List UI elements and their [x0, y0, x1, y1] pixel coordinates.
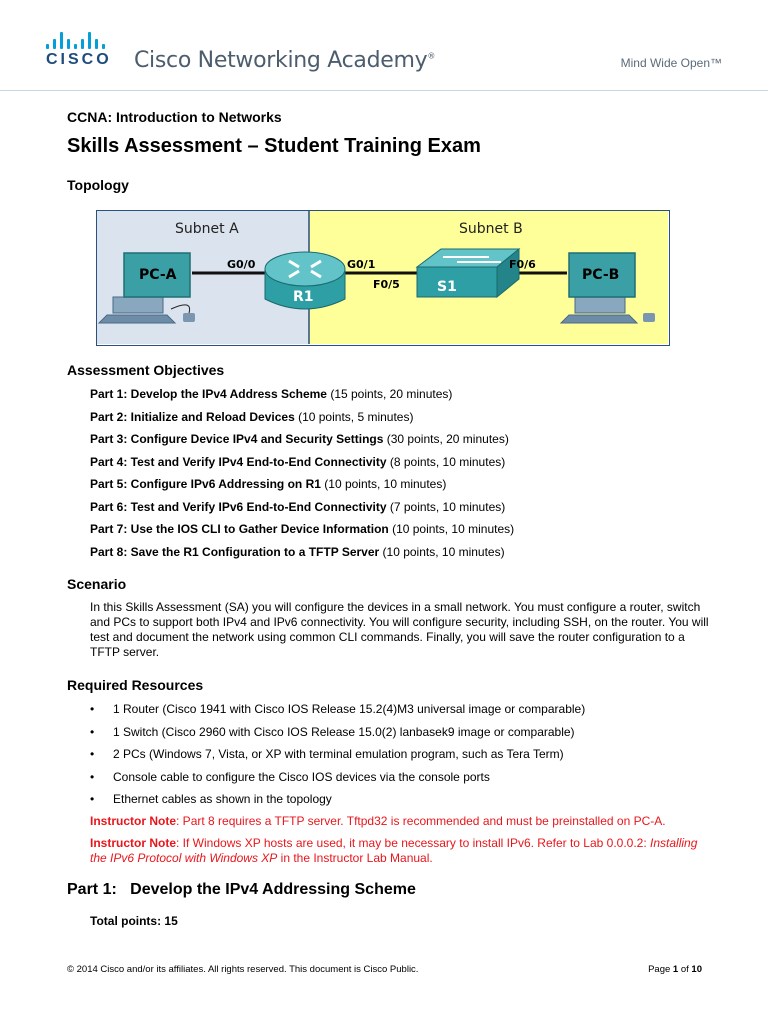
- pc-a-label: PC-A: [139, 267, 177, 283]
- interface-g01: G0/1: [347, 258, 376, 271]
- resource-item: • 1 Router (Cisco 1941 with Cisco IOS Release 15.2(4)M3 universal image or comparable): [90, 702, 586, 716]
- part1-heading: Part 1: Develop the IPv4 Addressing Scheme: [67, 881, 416, 898]
- resource-item: • 2 PCs (Windows 7, Vista, or XP with terminal emulation program, such as Tera Term): [90, 747, 564, 761]
- scenario-text: In this Skills Assessment (SA) you will configure the devices in a small network. You must configure a router, switch and PCs to support both IPv4 and IPv6 connectivity. You will configure security, including SSH, on the router. You will test and document the network using common CLI commands. Finally, you will save the router configuration to a TFTP server.: [90, 600, 709, 659]
- instructor-note-tftp: Instructor Note: Part 8 requires a TFTP server. Tftpd32 is recommended and must be preinstalled on PC-A.: [90, 814, 666, 828]
- bullet-icon: •: [90, 769, 95, 784]
- pc-b-label: PC-B: [582, 267, 620, 283]
- subnet-a-label: Subnet A: [175, 221, 239, 237]
- bullet-icon: •: [90, 702, 95, 716]
- footer-copyright: © 2014 Cisco and/or its affiliates. All rights reserved. This document is Cisco Public.: [67, 964, 419, 975]
- objectives-list: [90, 386, 514, 566]
- objective-item: Part 3: Configure Device IPv4 and Security Settings (30 points, 20 minutes): [90, 432, 509, 446]
- objective-item: Part 6: Test and Verify IPv6 End-to-End Connectivity (7 points, 10 minutes): [90, 499, 506, 514]
- cisco-bars-icon: [46, 31, 116, 49]
- bullet-icon: •: [90, 792, 95, 806]
- cisco-wordmark: CISCO: [46, 51, 112, 68]
- switch-s1-icon: [417, 249, 519, 297]
- tagline: Mind Wide Open™: [620, 56, 722, 70]
- part1-total-points: Total points: 15: [90, 914, 178, 928]
- page-header: [0, 0, 768, 92]
- interface-f06: F0/6: [509, 258, 536, 271]
- instructor-note-ipv6: Instructor Note: If Windows XP hosts are used, it may be necessary to install IPv6. Refer to Lab 0.0.0.2: Installing the IPv6 Protocol with Windows XP in the Instructor Lab Manual.: [90, 836, 698, 865]
- resource-item: • Console cable to configure the Cisco IOS devices via the console ports: [90, 769, 490, 784]
- objective-item: Part 1: Develop the IPv4 Address Scheme (15 points, 20 minutes): [90, 387, 453, 401]
- resources-heading: Required Resources: [67, 677, 204, 693]
- topology-diagram: [96, 210, 670, 346]
- objective-item: Part 5: Configure IPv6 Addressing on R1 (10 points, 10 minutes): [90, 477, 447, 491]
- router-r1-label: R1: [293, 289, 314, 305]
- objective-item: Part 7: Use the IOS CLI to Gather Device Information (10 points, 10 minutes): [90, 522, 515, 536]
- header-divider: [0, 90, 768, 91]
- bullet-icon: •: [90, 747, 95, 761]
- subnet-b-label: Subnet B: [459, 221, 523, 237]
- resources-list: [90, 701, 585, 814]
- objective-item: Part 8: Save the R1 Configuration to a TFTP Server (10 points, 10 minutes): [90, 544, 505, 559]
- objectives-heading: Assessment Objectives: [67, 362, 225, 378]
- resource-item: • Ethernet cables as shown in the topology: [90, 792, 332, 806]
- router-r1-icon: [265, 252, 345, 309]
- bullet-icon: •: [90, 724, 95, 739]
- objective-item: Part 2: Initialize and Reload Devices (10 points, 5 minutes): [90, 409, 414, 424]
- topology-heading: Topology: [67, 177, 129, 193]
- interface-g00: G0/0: [227, 258, 256, 271]
- resource-item: • 1 Switch (Cisco 2960 with Cisco IOS Release 15.0(2) lanbasek9 image or comparable): [90, 724, 575, 739]
- objective-item: Part 4: Test and Verify IPv4 End-to-End Connectivity (8 points, 10 minutes): [90, 454, 506, 469]
- scenario-heading: Scenario: [67, 576, 127, 592]
- course-title: CCNA: Introduction to Networks: [67, 109, 282, 125]
- interface-f05: F0/5: [373, 278, 400, 291]
- switch-s1-label: S1: [437, 279, 457, 295]
- page-title: Skills Assessment – Student Training Exam: [67, 135, 481, 157]
- cisco-logo: [46, 31, 116, 71]
- footer-page-number: Page 1 of 10: [648, 964, 702, 975]
- lab-reference: Installing the IPv6 Protocol with Windows XP: [90, 836, 698, 865]
- academy-name: Cisco Networking Academy®: [134, 48, 436, 73]
